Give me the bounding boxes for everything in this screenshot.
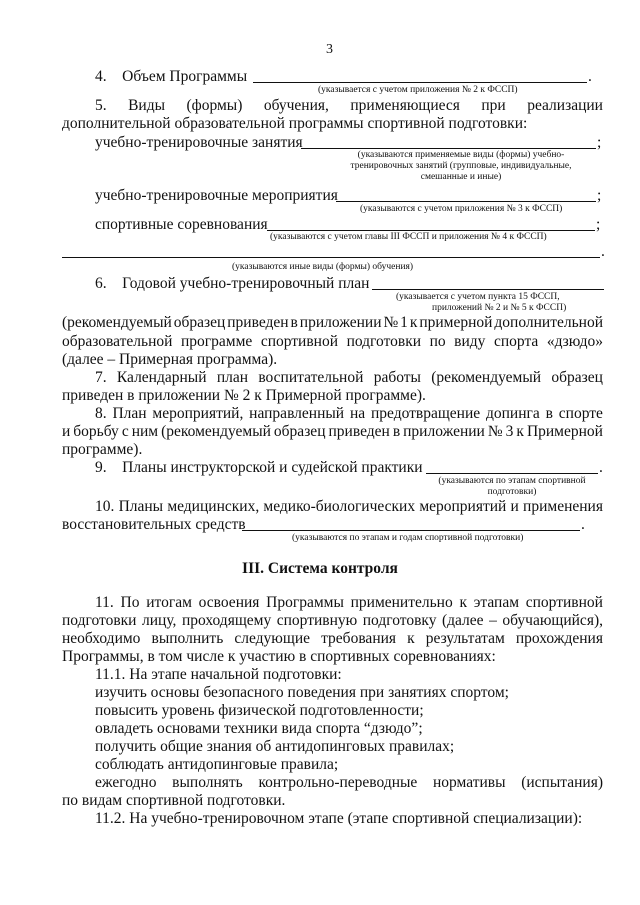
p11-1-last-line-2: по видам спортивной подготовки. (62, 792, 286, 809)
competitions-end: ; (596, 216, 601, 233)
item-8-line-3: программе). (62, 441, 143, 458)
training-sessions-note-1: (указываются применяемые виды (формы) учебно- (357, 150, 565, 160)
p11-1-item: соблюдать антидопинговые правила; (95, 756, 339, 773)
training-sessions-end: ; (597, 134, 602, 151)
item-10-line-2: восстановительных средств (62, 516, 246, 533)
p11-1-item: овладеть основами техники вида спорта “дзюдо”; (95, 720, 423, 737)
item-6-line-3: (далее – Примерная программа). (62, 351, 278, 368)
item-10-line-1: 10. Планы медицинских, медико-биологических мероприятий и применения (95, 498, 603, 515)
item-6-text: 6. Годовой учебно-тренировочный план (95, 275, 370, 292)
item-9-note-1: (указываются по этапам спортивной (438, 476, 586, 486)
page-number: 3 (326, 42, 333, 57)
item-6-note-2: приложений № 2 и № 5 к ФССП) (432, 303, 567, 313)
competitions-label: спортивные соревнования (95, 216, 268, 233)
training-sessions-blank (301, 148, 596, 149)
item-10-blank (242, 530, 580, 531)
competitions-note: (указываются с учетом главы III ФССП и приложения № 4 к ФССП) (270, 232, 547, 242)
p11-1-last-line-1: ежегодно выполнять контрольно-переводные нормативы (испытания) (95, 774, 603, 791)
other-forms-end: . (601, 243, 605, 260)
item-6-line-1: (рекомендуемый образец приведен в приложении № 1 к примерной дополнительной (62, 314, 603, 331)
training-sessions-note-3: смешанные и иные) (420, 172, 502, 182)
item-4-text: 4. Объем Программы (95, 68, 248, 85)
competitions-blank (267, 230, 595, 231)
item-9-end: . (599, 459, 603, 476)
other-forms-note: (указываются иные виды (формы) обучения) (232, 262, 414, 272)
item-4-note: (указывается с учетом приложения № 2 к ФССП) (318, 85, 518, 95)
training-sessions-note-2: тренировочных занятий (групповые, индивидуальные, (350, 161, 572, 171)
p11-line-3: необходимо выполнить следующие требования к результатам прохождения (62, 630, 603, 647)
training-events-blank (336, 201, 596, 202)
p11-line-2: подготовки лицу, проходящему спортивную подготовку (далее – обучающийся), (62, 612, 603, 629)
item-8-line-1: 8. План мероприятий, направленный на предотвращение допинга в спорте (95, 405, 603, 422)
item-9-blank (426, 473, 598, 474)
item-6-line-2: образовательной программе спортивной подготовки по виду спорта «дзюдо» (62, 333, 603, 350)
item-7-line-2: приведен в приложении № 2 к Примерной программе). (62, 387, 426, 404)
training-events-label: учебно-тренировочные мероприятия (95, 187, 338, 204)
training-events-note: (указываются с учетом приложения № 3 к ФССП) (360, 204, 563, 214)
p11-1-item: повысить уровень физической подготовленности; (95, 702, 424, 719)
p11-line-4: Программы, в том числе к участию в спортивных соревнованиях: (62, 648, 496, 665)
item-6-note-1: (указывается с учетом пункта 15 ФССП, (396, 292, 560, 302)
item-9-note-2: подготовки) (487, 487, 537, 497)
item-4-end: . (588, 68, 592, 85)
training-events-end: ; (597, 187, 602, 204)
item-10-note: (указываются по этапам и годам спортивной подготовки) (292, 533, 524, 543)
item-10-end: . (581, 516, 585, 533)
p11-line-1: 11. По итогам освоения Программы применительно к этапам спортивной (95, 594, 603, 611)
item-8-line-2: и борьбу с ним (рекомендуемый образец приведен в приложении № 3 к Примерной (62, 423, 603, 440)
item-9-text: 9. Планы инструкторской и судейской практики (95, 459, 423, 476)
item-6-blank (372, 289, 604, 290)
section-title: III. Система контроля (242, 560, 398, 577)
p11-1-title: 11.1. На этапе начальной подготовки: (95, 666, 342, 683)
item-5-line-1: 5. Виды (формы) обучения, применяющиеся при реализации (95, 97, 603, 114)
p11-1-item: изучить основы безопасного поведения при занятиях спортом; (95, 684, 509, 701)
p11-2-title: 11.2. На учебно-тренировочном этапе (этапе спортивной специализации): (95, 810, 583, 827)
other-forms-blank (62, 257, 600, 258)
item-7-line-1: 7. Календарный план воспитательной работы (рекомендуемый образец (95, 369, 603, 386)
training-sessions-label: учебно-тренировочные занятия (95, 134, 303, 151)
item-4-blank (253, 82, 587, 83)
p11-1-item: получить общие знания об антидопинговых правилах; (95, 738, 455, 755)
item-5-line-2: дополнительной образовательной программы спортивной подготовки: (62, 115, 528, 132)
